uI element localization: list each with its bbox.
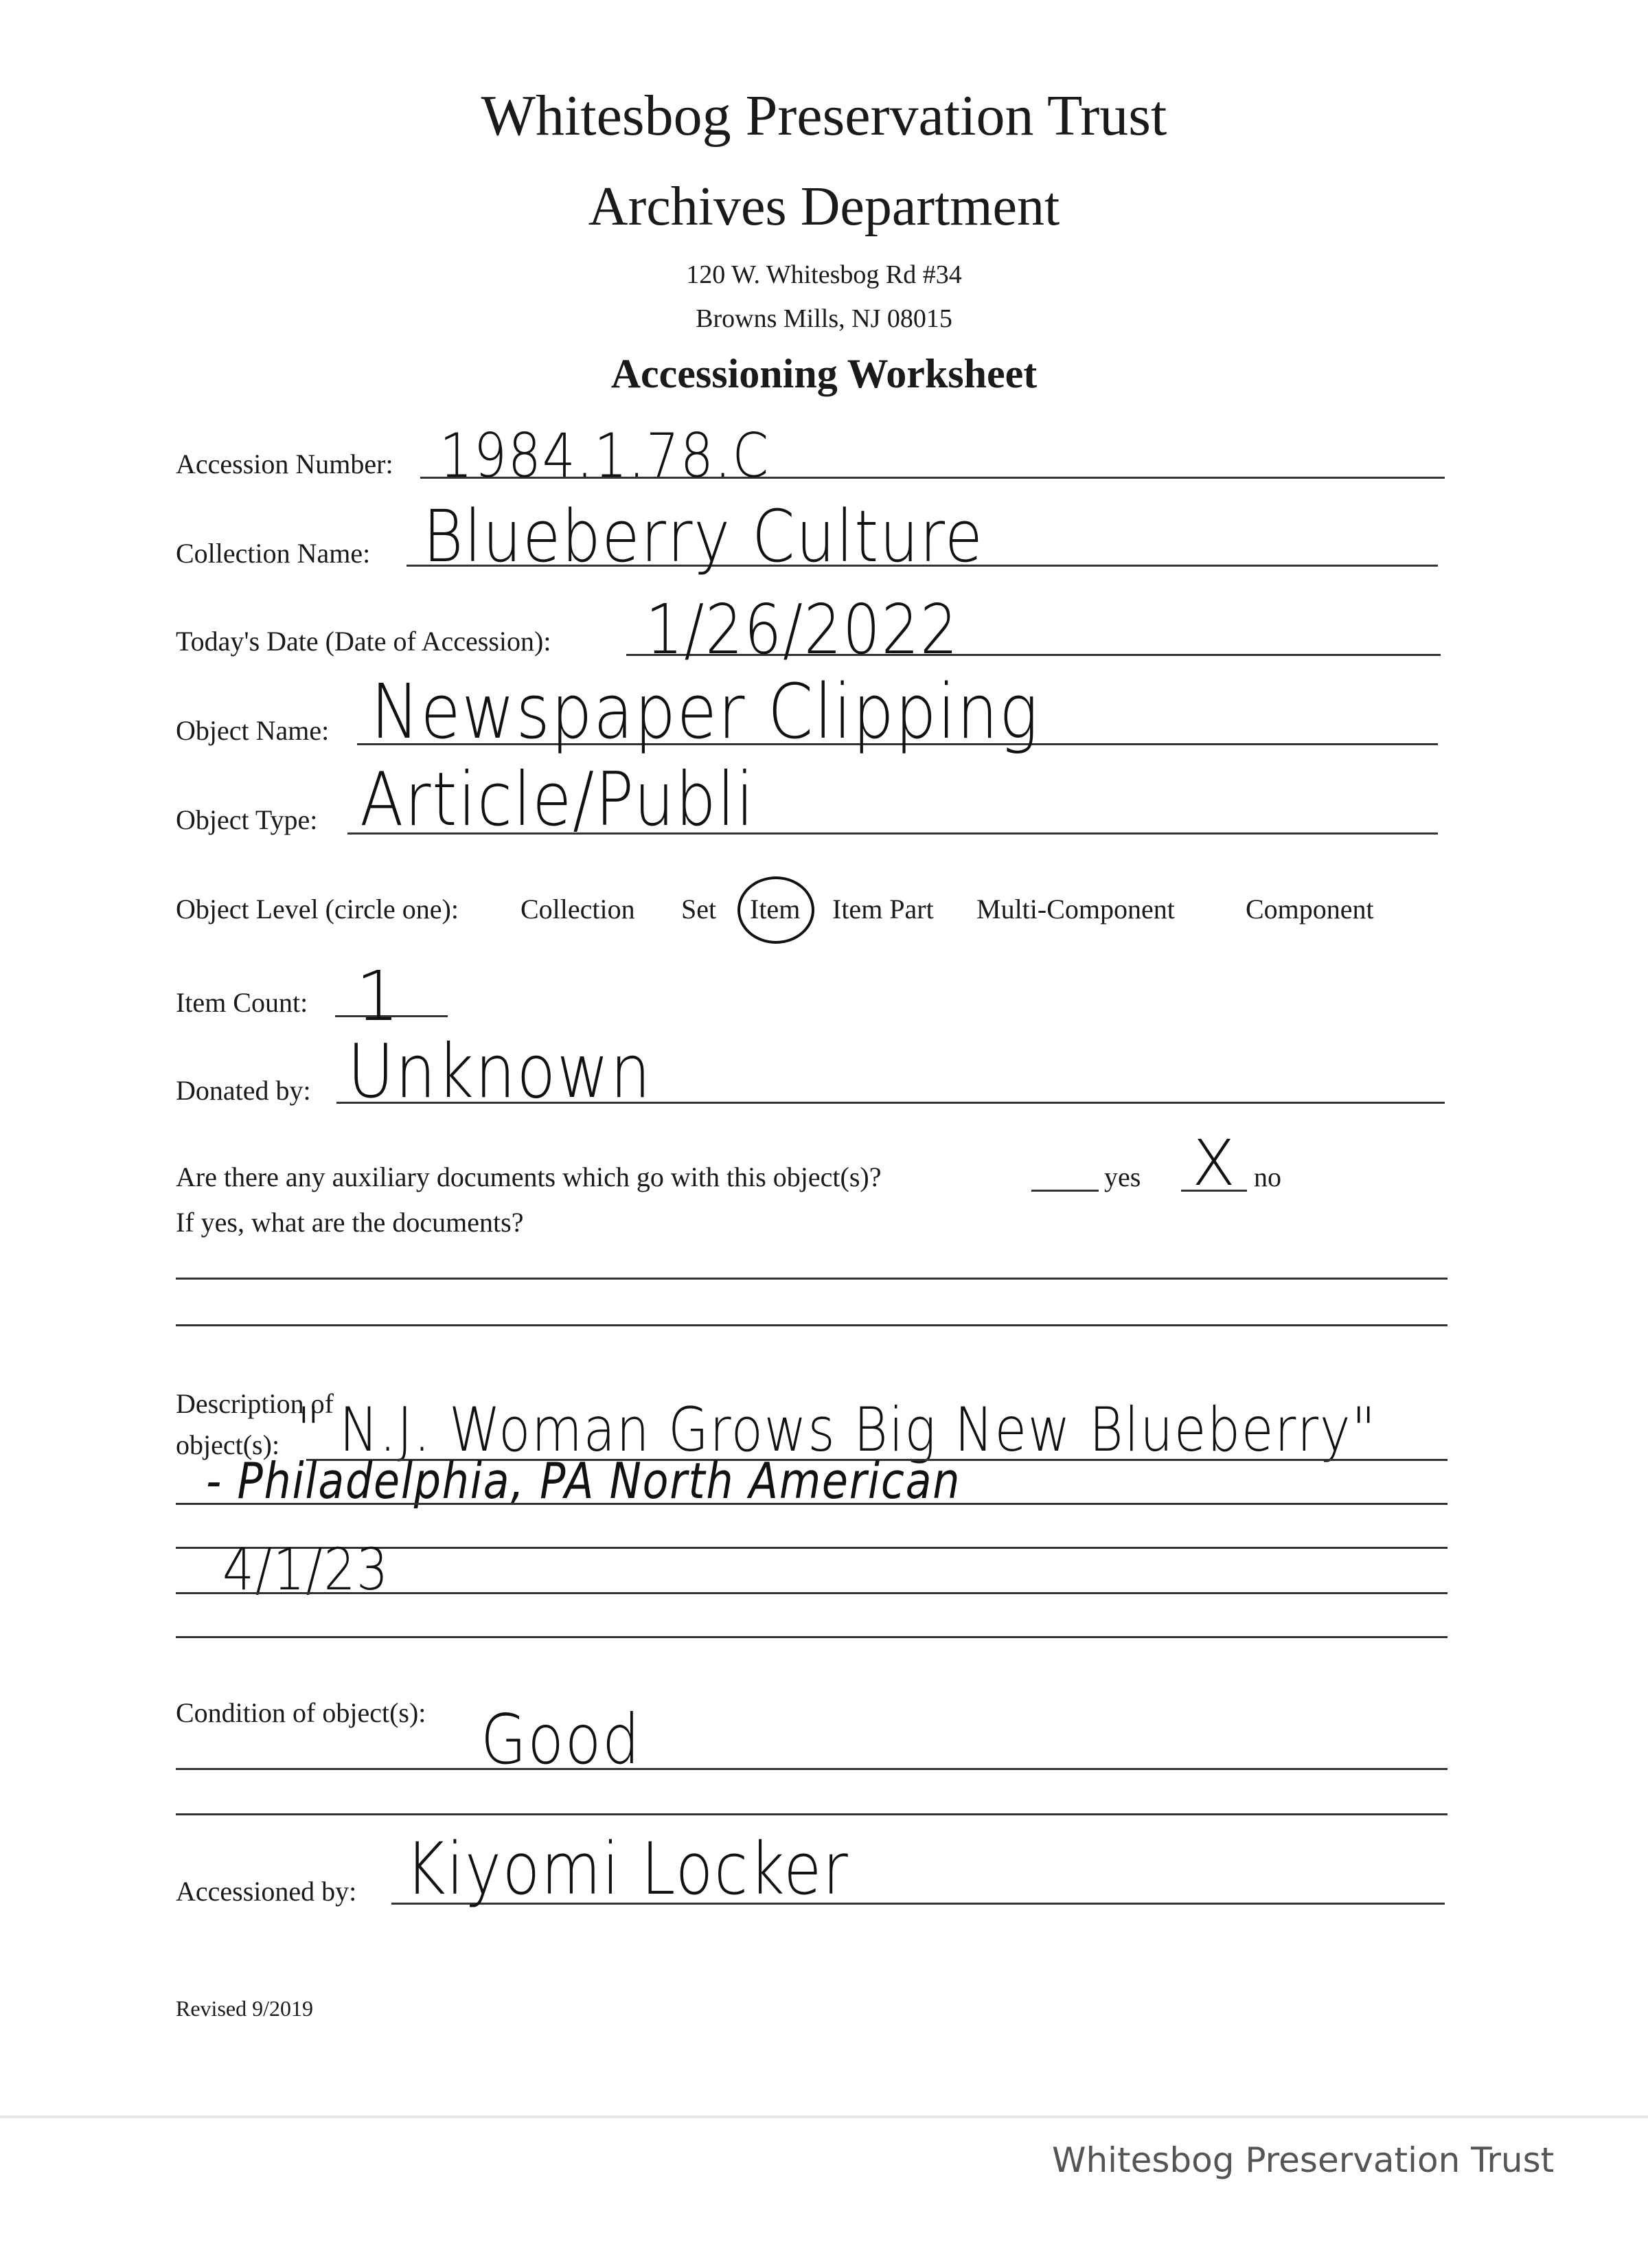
organization-title: Whitesbog Preservation Trust <box>481 84 1167 148</box>
todays-date-value: 1/26/2022 <box>645 589 959 670</box>
revised-date: Revised 9/2019 <box>176 1996 313 2021</box>
footer-attribution: Whitesbog Preservation Trust <box>1052 2140 1555 2180</box>
object-level-option-item-part: Item Part <box>832 894 934 925</box>
object-level-option-item: Item <box>750 894 801 925</box>
auxiliary-follow-up: If yes, what are the documents? <box>176 1207 524 1238</box>
description-line-4 <box>176 1592 1447 1594</box>
description-line-2 <box>176 1503 1447 1505</box>
collection-name-value: Blueberry Culture <box>423 495 984 578</box>
description-line-5 <box>176 1636 1447 1638</box>
todays-date-label: Today's Date (Date of Accession): <box>176 626 551 657</box>
description-value-line1: " N.J. Woman Grows Big New Blueberry" <box>297 1394 1377 1465</box>
auxiliary-no-label: no <box>1254 1161 1281 1192</box>
object-type-value: Article/Publi <box>360 757 755 843</box>
auxiliary-x-mark: X <box>1192 1126 1236 1200</box>
auxiliary-question: Are there any auxiliary documents which go with this object(s)? <box>176 1161 882 1192</box>
condition-line-1 <box>176 1768 1447 1770</box>
page-edge <box>0 2116 1648 2118</box>
auxiliary-yes-label: yes <box>1104 1161 1141 1192</box>
worksheet-title: Accessioning Worksheet <box>610 351 1038 396</box>
description-value-line2: - Philadelphia, PA North American <box>206 1452 961 1510</box>
condition-value: Good <box>481 1699 641 1780</box>
object-level-option-component: Component <box>1246 894 1374 925</box>
department-title: Archives Department <box>588 177 1060 237</box>
condition-line-2 <box>176 1813 1447 1815</box>
object-name-label: Object Name: <box>176 715 330 746</box>
description-label-line2: object(s): <box>176 1429 280 1460</box>
object-level-option-set: Set <box>681 894 717 925</box>
auxiliary-yes-line <box>1031 1190 1099 1192</box>
donated-by-label: Donated by: <box>176 1075 311 1106</box>
object-name-value: Newspaper Clipping <box>371 668 1040 756</box>
condition-label: Condition of object(s): <box>176 1697 426 1728</box>
accessioned-by-value: Kiyomi Locker <box>405 1827 849 1911</box>
accession-number-label: Accession Number: <box>176 449 393 479</box>
description-label-line1: Description of <box>176 1388 334 1419</box>
item-count-label: Item Count: <box>176 987 308 1018</box>
collection-name-label: Collection Name: <box>176 538 371 569</box>
donated-by-value: Unknown <box>347 1029 652 1115</box>
object-type-label: Object Type: <box>176 804 318 835</box>
accessioned-by-label: Accessioned by: <box>176 1876 357 1907</box>
object-level-option-multi-component: Multi-Component <box>976 894 1175 925</box>
item-count-value: 1 <box>356 956 400 1036</box>
description-value-line3: 4/1/23 <box>222 1536 389 1603</box>
auxiliary-docs-line-1 <box>176 1278 1447 1280</box>
object-level-label: Object Level (circle one): <box>176 894 459 925</box>
object-level-option-collection: Collection <box>520 894 635 925</box>
address-line-1: 120 W. Whitesbog Rd #34 <box>686 260 962 289</box>
auxiliary-docs-line-2 <box>176 1324 1447 1326</box>
accession-number-value: 1984.1.78.C <box>439 420 770 491</box>
address-line-2: Browns Mills, NJ 08015 <box>696 304 952 333</box>
item-selection-circle <box>737 876 814 944</box>
